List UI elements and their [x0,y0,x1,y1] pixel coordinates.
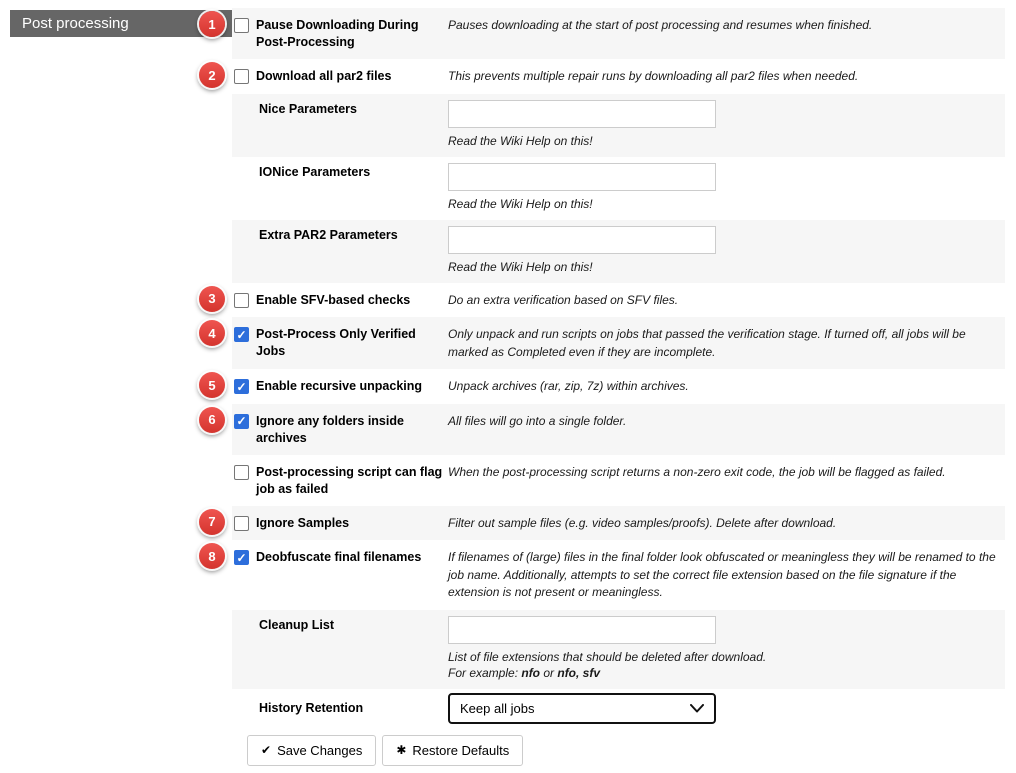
setting-row-history-retention [232,689,1005,728]
setting-row-download-all-par2 [208,59,1005,94]
ignore-samples-label: Ignore Samples [256,515,350,530]
annotation-badge-7: 7 [199,509,225,535]
script-flag-failed-label: Post-processing script can flag job as failed [256,464,443,496]
nice-parameters-label: Nice Parameters [259,101,357,116]
restore-defaults-button[interactable] [382,735,523,766]
setting-row-recursive-unpacking [208,369,1005,404]
enable-sfv-checks-label: Enable SFV-based checks [256,292,411,307]
check-icon: ✔ [261,743,272,757]
settings-panel [208,8,1005,766]
ionice-parameters-label: IONice Parameters [259,164,371,179]
ignore-folders-checkbox[interactable] [234,414,249,429]
deobfuscate-description: If filenames of (large) files in the final folder look obfuscated or meaningless they will be renamed to the job name. Additionally, attempts to set the correct file extension based on the file signature if the extension is not present or meaningless. [448,550,996,599]
setting-row-extra-par2-parameters [232,220,1005,283]
cleanup-list-input[interactable] [448,616,716,644]
save-changes-label: Save Changes [277,742,363,758]
annotation-badge-2: 2 [199,62,225,88]
setting-row-post-process-verified [208,317,1005,369]
chevron-down-icon [690,704,704,713]
download-all-par2-checkbox[interactable] [234,69,249,84]
ignore-folders-description: All files will go into a single folder. [448,413,627,428]
download-all-par2-description: This prevents multiple repair runs by downloading all par2 files when needed. [448,69,859,83]
pause-downloading-description: Pauses downloading at the start of post processing and resumes when finished. [448,18,873,32]
form-actions [247,735,1005,766]
post-process-verified-description: Only unpack and run scripts on jobs that passed the verification stage. If turned off, all jobs will be marked as Completed even if they are incomplete. [448,327,966,359]
extra-par2-parameters-help: Read the Wiki Help on this! [448,259,593,274]
history-retention-value: Keep all jobs [460,700,535,716]
setting-row-ionice-parameters [232,157,1005,220]
ionice-parameters-help: Read the Wiki Help on this! [448,196,593,211]
post-process-verified-label: Post-Process Only Verified Jobs [256,327,416,358]
recursive-unpacking-description: Unpack archives (rar, zip, 7z) within archives. [448,379,689,393]
nice-parameters-help: Read the Wiki Help on this! [448,133,593,148]
setting-row-ignore-samples [208,506,1005,541]
cleanup-list-help-line1: List of file extensions that should be deleted after download. [448,649,767,664]
post-process-verified-checkbox[interactable] [234,327,249,342]
restore-defaults-label: Restore Defaults [412,742,510,758]
setting-row-pause-downloading [208,8,1005,59]
save-changes-button[interactable] [247,735,376,766]
annotation-badge-3: 3 [199,286,225,312]
script-flag-failed-checkbox[interactable] [234,465,249,480]
annotation-badge-4: 4 [199,320,225,346]
enable-sfv-checks-description: Do an extra verification based on SFV files. [448,292,679,307]
script-flag-failed-description: When the post-processing script returns a non-zero exit code, the job will be flagged as failed. [448,464,946,479]
setting-row-ignore-folders [208,404,1005,455]
setting-row-nice-parameters [232,94,1005,157]
recursive-unpacking-label: Enable recursive unpacking [256,379,423,393]
history-retention-select[interactable] [448,693,716,724]
cleanup-list-help [448,649,1005,681]
history-retention-label: History Retention [259,700,364,715]
setting-row-deobfuscate [208,540,1005,610]
enable-sfv-checks-checkbox[interactable] [234,293,249,308]
cleanup-list-label: Cleanup List [259,617,335,632]
download-all-par2-label: Download all par2 files [256,69,392,83]
extra-par2-parameters-label: Extra PAR2 Parameters [259,227,398,242]
annotation-badge-6: 6 [199,407,225,433]
ignore-samples-description: Filter out sample files (e.g. video samples/proofs). Delete after download. [448,515,837,530]
setting-row-enable-sfv-checks [208,283,1005,318]
annotation-badge-8: 8 [199,543,225,569]
annotation-badge-1: 1 [199,11,225,37]
recursive-unpacking-checkbox[interactable] [234,379,249,394]
nice-parameters-input[interactable] [448,100,716,128]
deobfuscate-checkbox[interactable] [234,550,249,565]
ignore-samples-checkbox[interactable] [234,516,249,531]
setting-row-cleanup-list [232,610,1005,689]
setting-row-script-flag-failed [232,455,1005,506]
ignore-folders-label: Ignore any folders inside archives [256,413,404,445]
deobfuscate-label: Deobfuscate final filenames [256,550,422,564]
pause-downloading-label: Pause Downloading During Post-Processing [256,18,419,49]
pause-downloading-checkbox[interactable] [234,18,249,33]
annotation-badge-5: 5 [199,372,225,398]
cleanup-list-help-line2: For example: nfo or nfo, sfv [448,665,601,680]
page-title: Post processing [10,10,232,37]
ionice-parameters-input[interactable] [448,163,716,191]
extra-par2-parameters-input[interactable] [448,226,716,254]
asterisk-icon: ✱ [396,743,407,757]
